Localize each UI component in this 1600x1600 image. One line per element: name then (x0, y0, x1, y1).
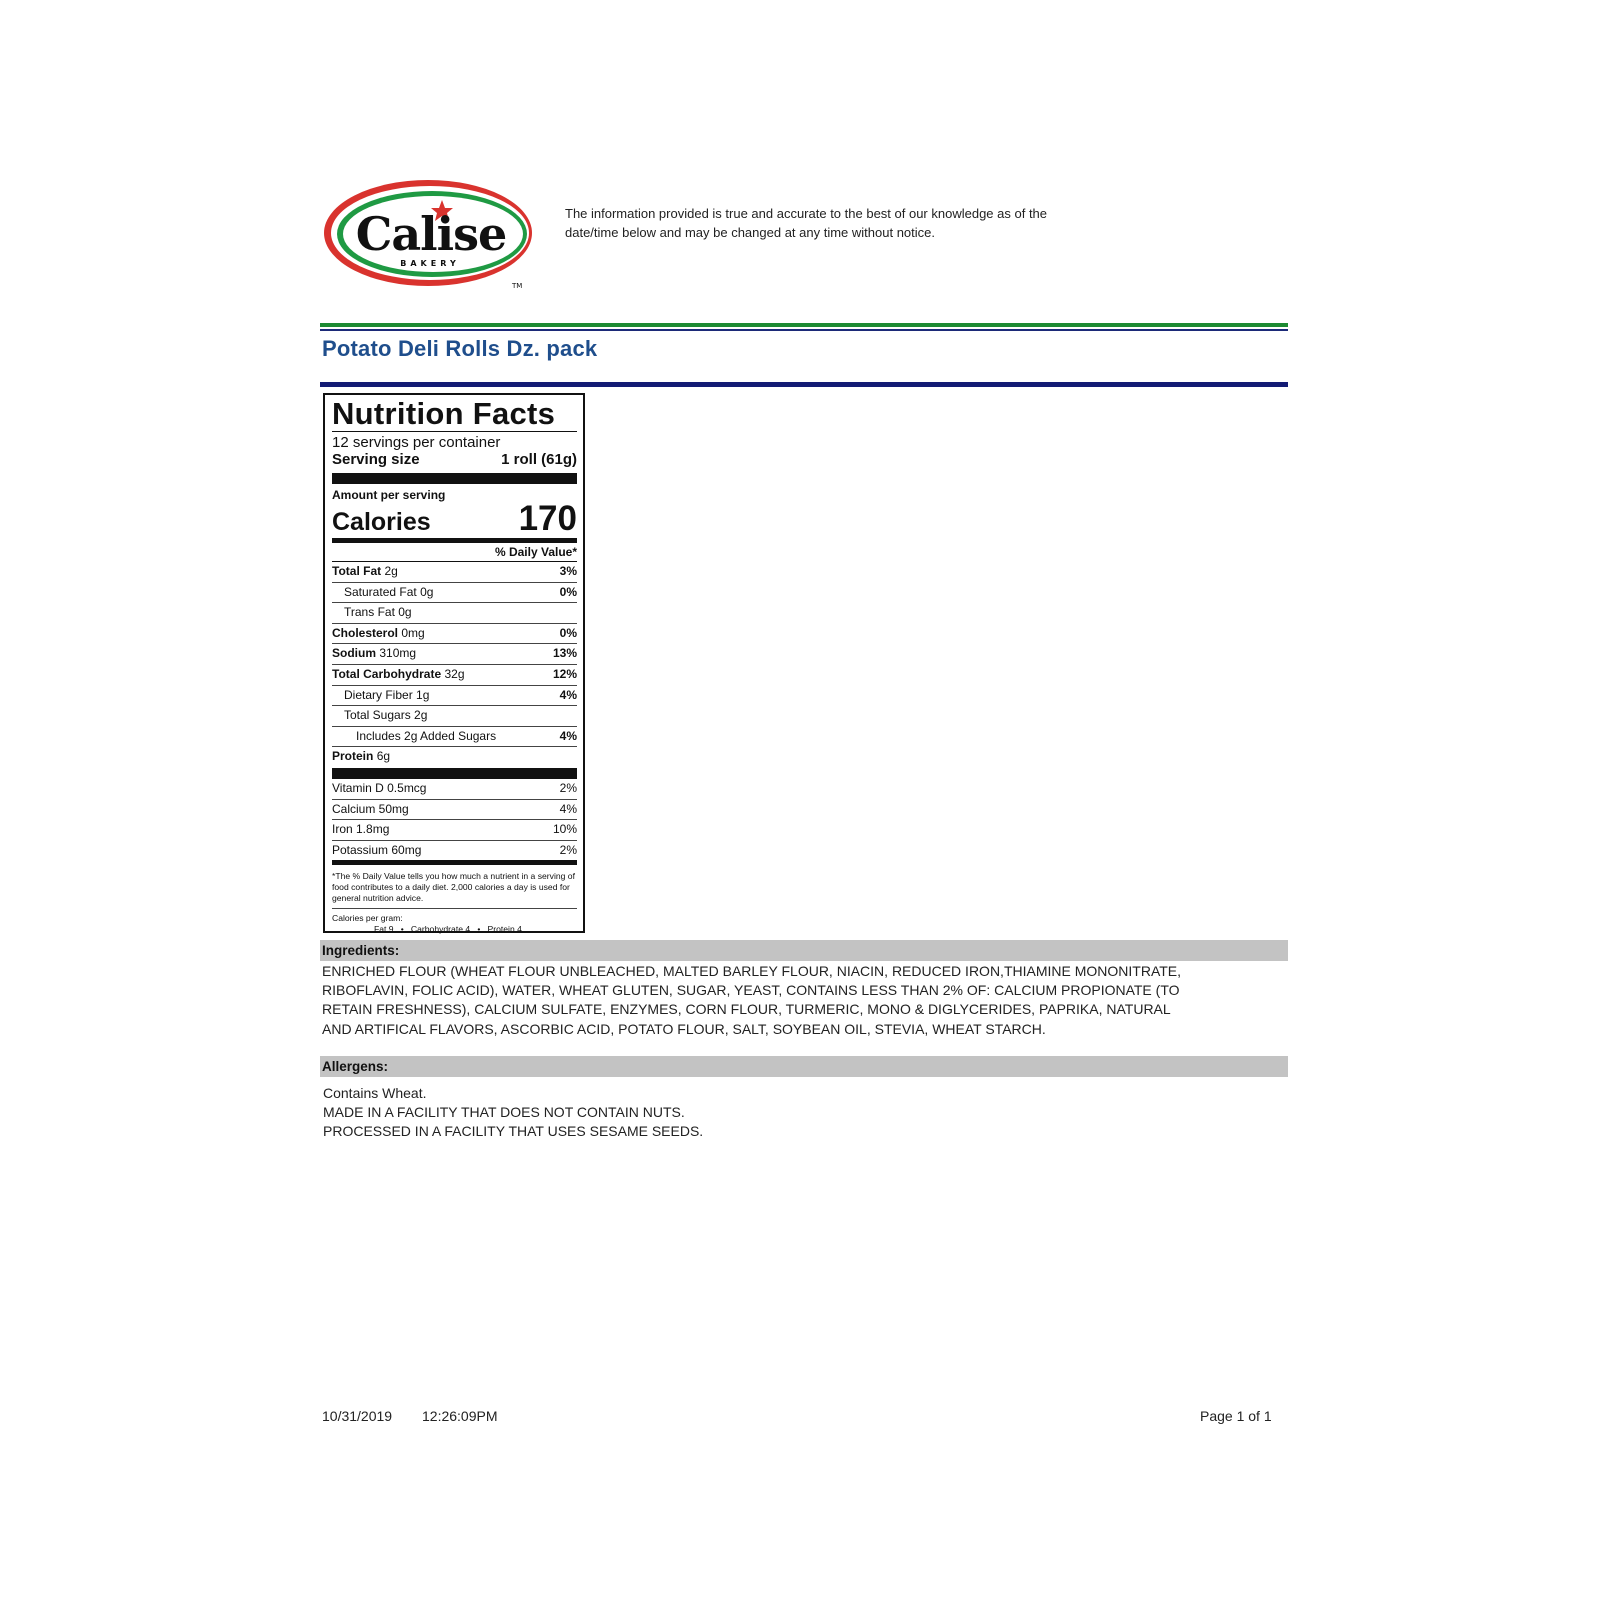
nutrient-row-dietary-fiber (332, 686, 577, 707)
calise-bakery-logo (322, 178, 540, 290)
serving-size-label: Serving size (332, 451, 420, 468)
calories-label: Calories (332, 508, 431, 536)
nutrient-amount: 0g (420, 584, 434, 599)
vitamin-name: Iron 1.8mg (332, 822, 390, 837)
allergen-line: MADE IN A FACILITY THAT DOES NOT CONTAIN NUTS. (323, 1104, 685, 1121)
nutrient-name: Total Carbohydrate (332, 666, 442, 681)
vitamin-row (332, 779, 577, 800)
logo-graphic (322, 178, 540, 290)
nutrient-name: Protein (332, 749, 374, 764)
amount-per-serving: Amount per serving (332, 488, 446, 502)
ingredients-label: Ingredients: (322, 943, 400, 958)
nutrient-amount: 0mg (401, 625, 425, 640)
nutrient-row-added-sugars (332, 727, 577, 748)
calories-row (332, 499, 577, 538)
allergen-line: Contains Wheat. (323, 1085, 427, 1101)
vitamin-row (332, 820, 577, 841)
serving-size-row (332, 451, 577, 469)
nutrient-dv: 13% (552, 646, 577, 661)
nutrient-amount: 2g (414, 708, 428, 723)
footer-time: 12:26:09PM (422, 1408, 498, 1424)
nutrient-row-total-fat (332, 562, 577, 583)
nutrient-dv: 3% (559, 564, 577, 578)
nutrient-row-sodium (332, 644, 577, 665)
servings-per-container: 12 servings per container (332, 434, 501, 451)
serving-size-value: 1 roll (61g) (501, 451, 577, 468)
nutrition-facts-panel (323, 393, 585, 933)
vitamin-name: Vitamin D 0.5mcg (332, 780, 427, 795)
logo-brand-text: Calise (355, 207, 507, 261)
logo-subtitle-text: BAKERY (400, 259, 460, 268)
vitamin-name: Calcium 50mg (332, 801, 409, 816)
nutrient-name: Total Fat (332, 564, 382, 578)
nutrient-row-total-carbohydrate (332, 665, 577, 686)
allergens-header-bar (320, 1056, 1288, 1077)
nutrient-amount: 2g (384, 564, 398, 578)
footer-date: 10/31/2019 (322, 1408, 393, 1424)
nutrient-name: Includes 2g Added Sugars (356, 728, 497, 743)
daily-value-footnote: *The % Daily Value tells you how much a nutrient in a serving of food contributes to a daily diet. 2,000 calories a day is used for general nutrition advice. (332, 871, 577, 909)
nutrient-row-trans-fat (332, 603, 577, 624)
vitamin-name: Potassium 60mg (332, 842, 422, 857)
nutrient-dv: 4% (559, 687, 577, 702)
nutrient-name: Trans Fat (344, 605, 395, 620)
ingredients-text: ENRICHED FLOUR (WHEAT FLOUR UNBLEACHED, MALTED BARLEY FLOUR, NIACIN, REDUCED IRON,THIAMINE MONONITRATE, RIBOFLAVIN, FOLIC ACID), WATER, WHEAT GLUTEN, SUGAR, YEAST, CONTAINS LESS THAN 2% OF: CALCIUM PROPIONATE (TO RETAIN FRESHNESS), CALCIUM SULFATE, ENZYMES, CORN FLOUR, TURMERIC, MONO & DIGLYCERIDES, PAPRIKA, NATURAL AND ARTIFICAL FLAVORS, ASCORBIC ACID, POTATO FLOUR, SALT, SOYBEAN OIL, STEVIA, WHEAT STARCH. (322, 963, 1182, 1037)
trademark-mark: TM (512, 282, 523, 290)
nutrient-amount: 310mg (379, 646, 417, 661)
calories-per-gram-label: Calories per gram: (332, 913, 403, 924)
nutrient-dv: 4% (559, 728, 577, 743)
header-rule-navy (320, 329, 1288, 331)
thick-divider (332, 473, 577, 484)
divider (332, 431, 577, 432)
nutrient-name: Sodium (332, 646, 376, 661)
nutrient-row-protein (332, 747, 577, 767)
medium-divider (332, 860, 577, 865)
nutrient-row-cholesterol (332, 624, 577, 645)
nutrient-name: Saturated Fat (344, 584, 417, 599)
vitamin-dv: 10% (552, 822, 577, 837)
vitamin-dv: 2% (559, 842, 577, 857)
header-rule-green (320, 323, 1288, 327)
daily-value-header: % Daily Value* (332, 543, 577, 562)
calories-per-gram (332, 913, 577, 934)
vitamin-row (332, 800, 577, 821)
nutrient-name: Dietary Fiber (344, 687, 413, 702)
allergen-line: PROCESSED IN A FACILITY THAT USES SESAME SEEDS. (323, 1123, 704, 1140)
nutrient-dv: 12% (552, 666, 577, 681)
allergens-list (323, 1084, 1203, 1142)
disclaimer-text: The information provided is true and accurate to the best of our knowledge as of the date/time below and may be changed at any time without notice. (565, 206, 1048, 240)
nutrient-row-total-sugars (332, 706, 577, 727)
nutrient-amount: 6g (376, 749, 391, 764)
product-title: Potato Deli Rolls Dz. pack (322, 336, 598, 361)
nutrient-amount: 1g (416, 687, 430, 702)
page-number: Page 1 of 1 (1200, 1408, 1272, 1424)
nutrient-name: Total Sugars (344, 708, 411, 723)
calories-per-gram-values: Fat 9 • Carbohydrate 4 • Protein 4 (374, 923, 522, 934)
nutrient-name: Cholesterol (332, 625, 399, 640)
vitamin-dv: 2% (559, 780, 577, 795)
nutrient-amount: 0g (398, 605, 412, 620)
thick-divider (332, 768, 577, 779)
nutrient-dv: 0% (559, 625, 577, 640)
nutrient-amount: 32g (444, 666, 465, 681)
nutrition-facts-title: Nutrition Facts (332, 396, 556, 431)
nutrient-dv: 0% (559, 584, 577, 599)
allergens-label: Allergens: (322, 1059, 389, 1074)
title-rule-navy (320, 382, 1288, 387)
nutrient-row-saturated-fat (332, 583, 577, 604)
vitamin-dv: 4% (559, 801, 577, 816)
ingredients-header-bar (320, 940, 1288, 961)
vitamin-row (332, 841, 577, 861)
calories-value: 170 (518, 499, 577, 538)
